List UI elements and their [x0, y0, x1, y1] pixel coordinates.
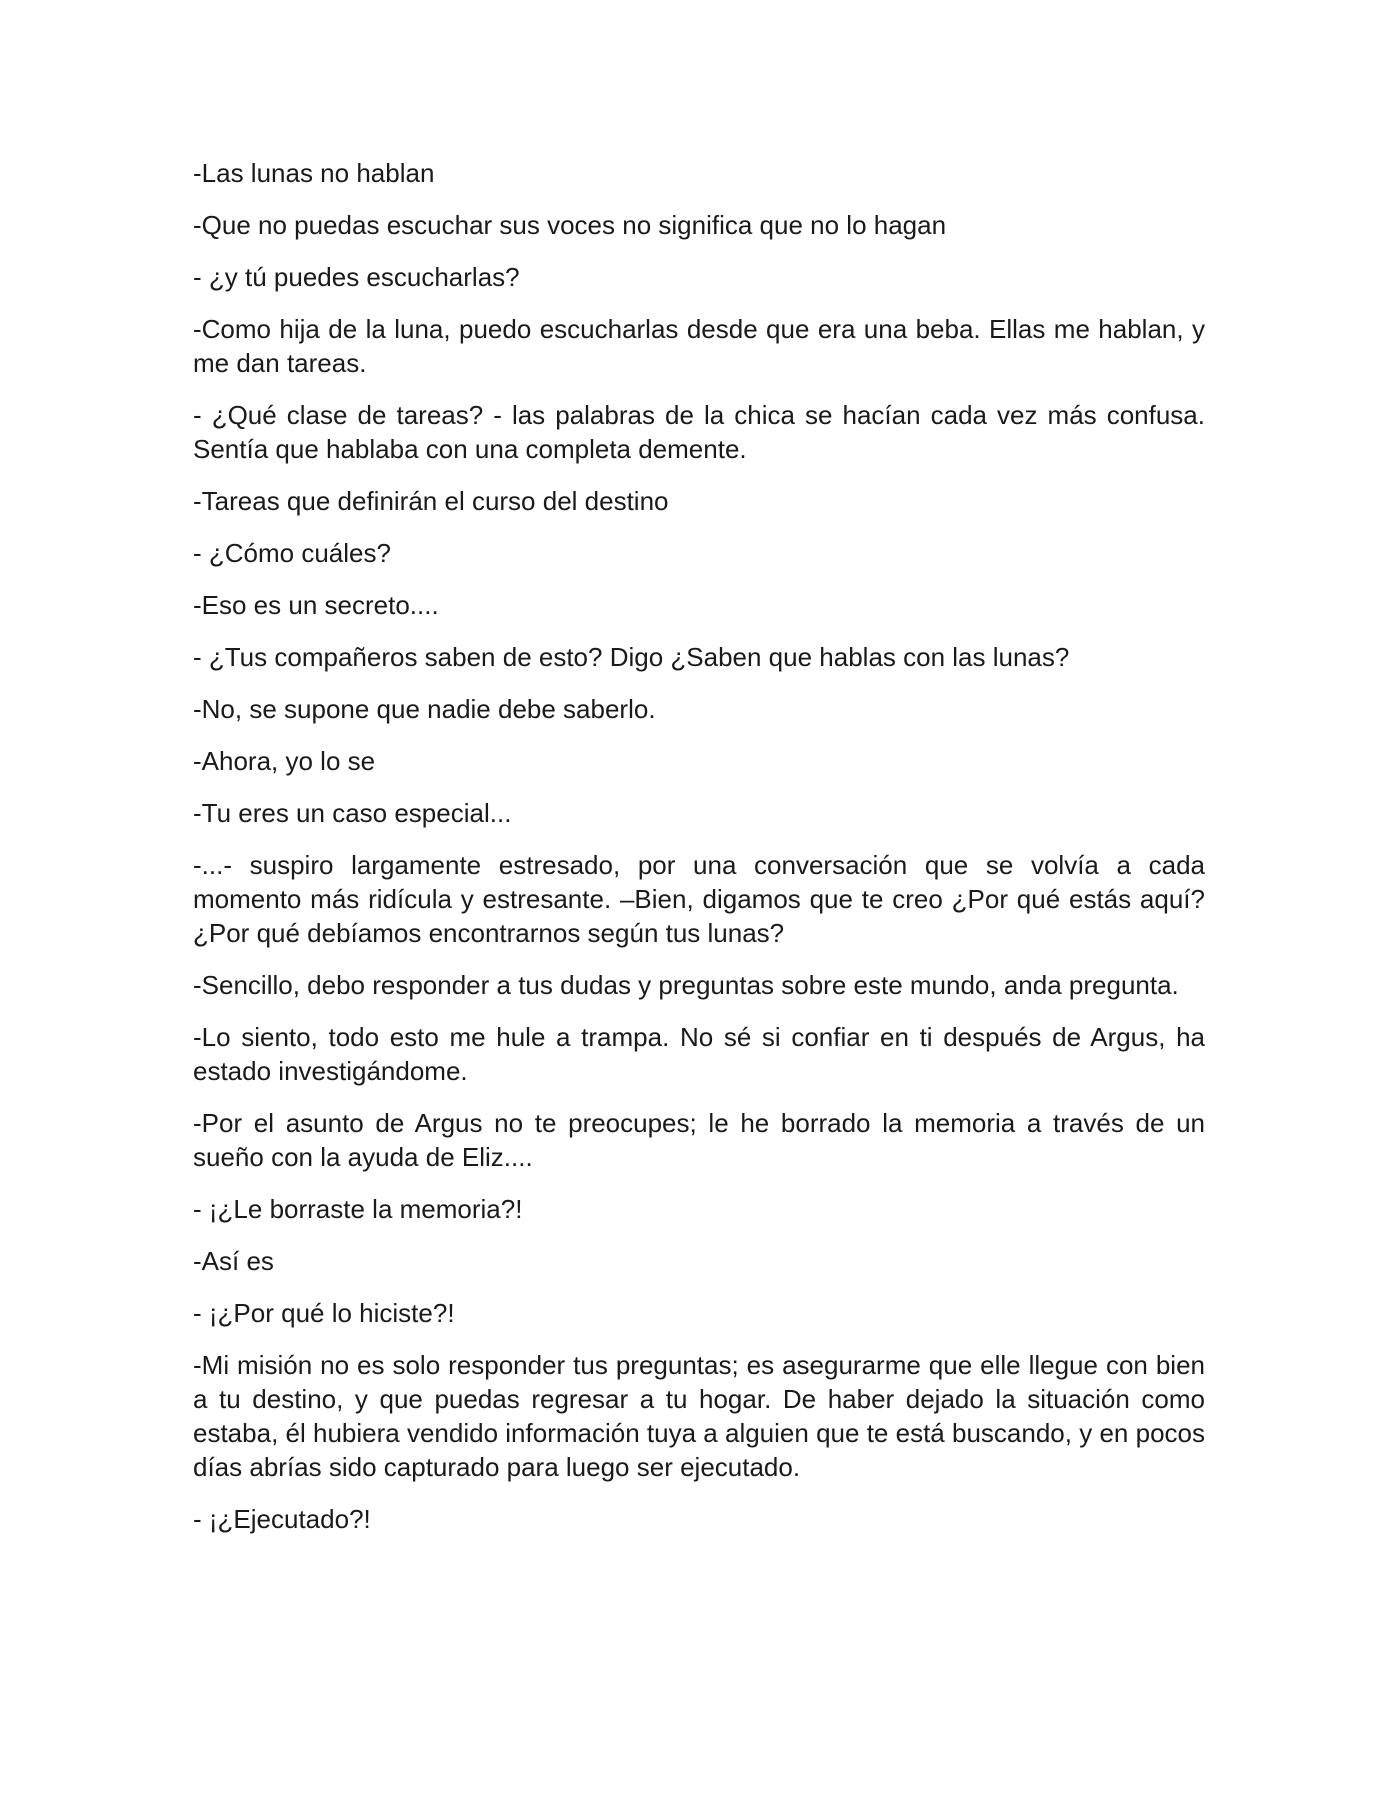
paragraph: -Tu eres un caso especial... — [193, 798, 512, 828]
paragraph: -Lo siento, todo esto me hule a trampa. No sé si confiar en ti después de Argus, ha estado investigándome. — [193, 1022, 1205, 1086]
document-page — [193, 156, 1205, 1554]
paragraph: - ¿Tus compañeros saben de esto? Digo ¿Saben que hablas con las lunas? — [193, 642, 1070, 672]
paragraph: -Tareas que definirán el curso del destino — [193, 486, 669, 516]
paragraph: -Por el asunto de Argus no te preocupes; le he borrado la memoria a través de un sueño con la ayuda de Eliz.... — [193, 1108, 1205, 1172]
paragraph: - ¡¿Por qué lo hiciste?! — [193, 1298, 455, 1328]
paragraph: -Eso es un secreto.... — [193, 590, 439, 620]
paragraph: -Mi misión no es solo responder tus preguntas; es asegurarme que elle llegue con bien a tu destino, y que puedas regresar a tu hogar. De haber dejado la situación como estaba, él hubiera vendido información tuya a alguien que te está buscando, y en pocos días abrías sido capturado para luego ser ejecutado. — [193, 1350, 1205, 1482]
paragraph: -...- suspiro largamente estresado, por una conversación que se volvía a cada momento más ridícula y estresante. –Bien, digamos que te creo ¿Por qué estás aquí? ¿Por qué debíamos encontrarnos según tus lunas? — [193, 850, 1205, 948]
paragraph: -Las lunas no hablan — [193, 158, 435, 188]
paragraph: -No, se supone que nadie debe saberlo. — [193, 694, 656, 724]
paragraph: - ¡¿Ejecutado?! — [193, 1504, 371, 1534]
paragraph: - ¡¿Le borraste la memoria?! — [193, 1194, 523, 1224]
paragraph: -Así es — [193, 1246, 274, 1276]
paragraph: - ¿Cómo cuáles? — [193, 538, 391, 568]
paragraph: - ¿Qué clase de tareas? - las palabras de la chica se hacían cada vez más confusa. Sentía que hablaba con una completa demente. — [193, 400, 1205, 464]
paragraph: -Que no puedas escuchar sus voces no significa que no lo hagan — [193, 210, 947, 240]
paragraph: - ¿y tú puedes escucharlas? — [193, 262, 520, 292]
paragraph: -Sencillo, debo responder a tus dudas y preguntas sobre este mundo, anda pregunta. — [193, 970, 1179, 1000]
paragraph: -Como hija de la luna, puedo escucharlas desde que era una beba. Ellas me hablan, y me dan tareas. — [193, 314, 1205, 378]
paragraph: -Ahora, yo lo se — [193, 746, 376, 776]
